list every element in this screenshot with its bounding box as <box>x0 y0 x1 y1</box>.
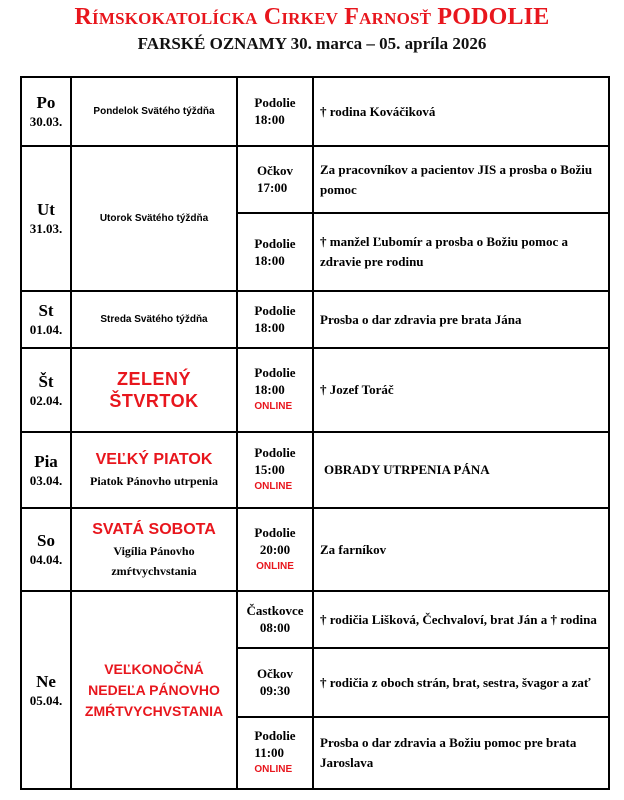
day-abbrev: Ne <box>36 671 56 691</box>
intention-cell <box>313 591 609 648</box>
feast-name: Streda Svätého týždňa <box>100 314 208 325</box>
day-cell <box>21 508 71 591</box>
mass-time: 11:00 <box>254 745 285 760</box>
mass-place: Podolie <box>254 445 296 460</box>
mass-place: Podolie <box>254 365 296 380</box>
feast-cell <box>71 348 237 432</box>
mass-place-cell <box>237 717 313 789</box>
mass-intention: Prosba o dar zdravia pre brata Jána <box>320 311 522 327</box>
feast-title-line: ŠTVRTOK <box>109 391 199 411</box>
feast-subtitle: Piatok Pánovho utrpenia <box>89 474 218 488</box>
day-row-monday <box>21 77 609 146</box>
day-row-wednesday <box>21 291 609 348</box>
intention-cell <box>313 77 609 146</box>
mass-intention: Za pracovníkov a pacientov JIS a prosba o Božiu pomoc <box>320 161 593 197</box>
intention-cell <box>313 213 609 291</box>
feast-name: Pondelok Svätého týždňa <box>93 106 215 117</box>
schedule-table <box>20 76 610 790</box>
mass-place-cell <box>237 648 313 717</box>
mass-place: Podolie <box>254 524 296 540</box>
day-cell <box>21 146 71 291</box>
day-abbrev: Po <box>36 93 56 112</box>
feast-cell <box>71 291 237 348</box>
mass-place-cell <box>237 348 313 432</box>
day-row-sunday <box>21 591 609 648</box>
day-date: 31.03. <box>29 221 63 236</box>
day-cell <box>21 591 71 789</box>
feast-title-line: ZMŔTVYCHVSTANIA <box>84 702 224 719</box>
mass-time: 18:00 <box>254 112 285 127</box>
mass-place: Častkovce <box>246 603 304 618</box>
mass-place: Očkov <box>256 666 294 681</box>
feast-subtitle: Vigília Pánovho zmŕtvychvstania <box>111 543 197 578</box>
feast-cell <box>71 432 237 508</box>
day-row-saturday <box>21 508 609 591</box>
online-badge: ONLINE <box>254 764 293 775</box>
day-date: 03.04. <box>29 472 63 488</box>
mass-time: 09:30 <box>259 683 291 698</box>
day-abbrev: Pia <box>34 451 58 471</box>
mass-place: Podolie <box>254 728 296 743</box>
intention-cell <box>313 291 609 348</box>
intention-cell <box>313 508 609 591</box>
mass-time: 20:00 <box>259 541 291 557</box>
mass-intention: † rodina Kováčiková <box>320 103 436 119</box>
mass-intention: OBRADY UTRPENIA PÁNA <box>324 462 490 477</box>
mass-time: 18:00 <box>254 320 285 335</box>
day-date: 05.04. <box>29 692 63 708</box>
intention-cell <box>313 717 609 789</box>
mass-place-cell <box>237 432 313 508</box>
day-cell <box>21 432 71 508</box>
mass-intention: Za farníkov <box>320 541 387 557</box>
mass-intention: Prosba o dar zdravia a Božiu pomoc pre brata Jaroslava <box>320 735 577 770</box>
mass-place: Podolie <box>254 235 296 251</box>
day-abbrev: St <box>38 301 54 320</box>
mass-time: 17:00 <box>256 180 288 195</box>
online-badge: ONLINE <box>254 401 293 412</box>
intention-cell <box>313 648 609 717</box>
day-date: 01.04. <box>29 322 63 337</box>
parish-title: Rímskokatolícka Cirkev Farnosť PODOLIE <box>74 4 550 30</box>
online-badge: ONLINE <box>256 560 294 572</box>
feast-title-line: VEĽKONOČNÁ <box>104 660 204 677</box>
mass-intention: † rodičia z oboch strán, brat, sestra, švagor a zať <box>320 674 591 690</box>
intention-cell <box>313 432 609 508</box>
day-date: 30.03. <box>29 114 63 129</box>
mass-time: 18:00 <box>254 382 285 397</box>
mass-place-cell <box>237 146 313 213</box>
mass-place-cell <box>237 508 313 591</box>
day-date: 04.04. <box>29 552 63 567</box>
day-row-friday <box>21 432 609 508</box>
feast-cell <box>71 508 237 591</box>
mass-place-cell <box>237 291 313 348</box>
feast-cell <box>71 77 237 146</box>
feast-title-line: VEĽKÝ PIATOK <box>95 451 213 468</box>
mass-place-cell <box>237 591 313 648</box>
mass-time: 18:00 <box>254 252 285 268</box>
day-abbrev: So <box>37 531 55 550</box>
mass-place: Podolie <box>254 95 296 110</box>
feast-title-line: ZELENÝ <box>116 369 191 389</box>
mass-place-cell <box>237 213 313 291</box>
day-date: 02.04. <box>29 392 63 408</box>
day-abbrev: Št <box>38 371 54 391</box>
mass-intention: † rodičia Lišková, Čechvaloví, brat Ján a † rodina <box>320 611 597 627</box>
mass-intention: † Jozef Toráč <box>320 382 394 397</box>
mass-place-cell <box>237 77 313 146</box>
intention-cell <box>313 146 609 213</box>
day-cell <box>21 348 71 432</box>
mass-place: Očkov <box>256 163 294 178</box>
mass-intention: † manžel Ľubomír a prosba o Božiu pomoc a zdravie pre rodinu <box>320 234 568 269</box>
intention-cell <box>313 348 609 432</box>
day-row-tuesday <box>21 146 609 213</box>
day-cell <box>21 77 71 146</box>
announcements-subtitle: FARSKÉ OZNAMY 30. marca – 05. apríla 2026 <box>137 34 487 53</box>
day-cell <box>21 291 71 348</box>
day-abbrev: Ut <box>37 200 55 219</box>
feast-name: Utorok Svätého týždňa <box>99 213 209 224</box>
mass-time: 15:00 <box>254 462 285 477</box>
feast-title-line: NEDEĽA PÁNOVHO <box>88 681 220 698</box>
feast-title-line: SVATÁ SOBOTA <box>92 520 216 538</box>
mass-place: Podolie <box>254 303 296 318</box>
feast-cell <box>71 591 237 789</box>
day-row-thursday <box>21 348 609 432</box>
mass-time: 08:00 <box>259 620 291 635</box>
feast-cell <box>71 146 237 291</box>
online-badge: ONLINE <box>254 481 293 492</box>
